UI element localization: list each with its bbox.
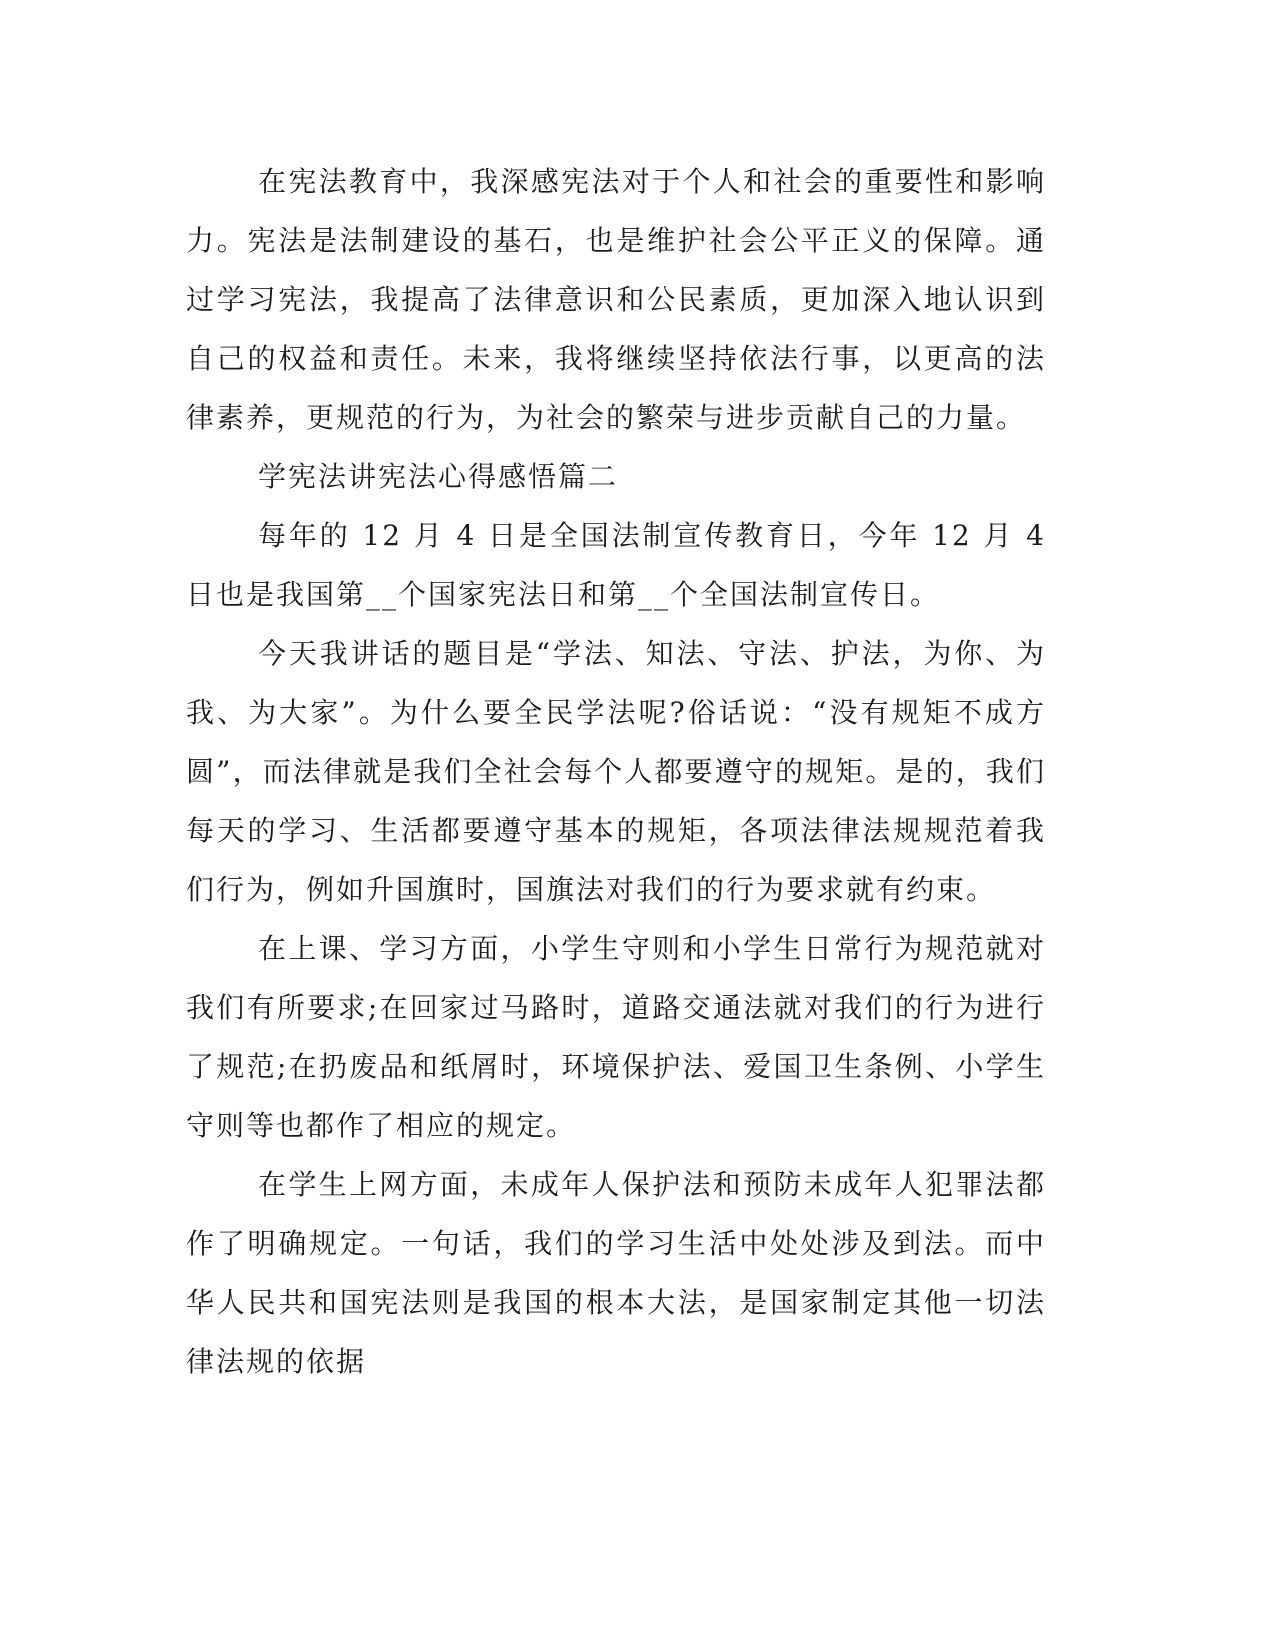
paragraph-legal-day: 每年的 12 月 4 日是全国法制宣传教育日，今年 12 月 4 日也是我国第__个国家宪法日和第__个全国法制宣传日。 (186, 519, 1046, 611)
document-body (186, 152, 1046, 1391)
section-heading: 学宪法讲宪法心得感悟篇二 (258, 460, 619, 493)
paragraph-school-rules: 在上课、学习方面，小学生守则和小学生日常行为规范就对我们有所要求;在回家过马路时，道路交通法就对我们的行为进行了规范;在扔废品和纸屑时，环境保护法、爱国卫生条例、小学生守则等也都作了相应的规定。 (186, 932, 1046, 1142)
paragraph-internet-laws: 在学生上网方面，未成年人保护法和预防未成年人犯罪法都作了明确规定。一句话，我们的学习生活中处处涉及到法。而中华人民共和国宪法则是我国的根本大法，是国家制定其他一切法律法规的依据 (186, 1168, 1046, 1378)
paragraph-constitution-education: 在宪法教育中，我深感宪法对于个人和社会的重要性和影响力。宪法是法制建设的基石，也是维护社会公平正义的保障。通过学习宪法，我提高了法律意识和公民素质，更加深入地认识到自己的权益和责任。未来，我将继续坚持依法行事，以更高的法律素养，更规范的行为，为社会的繁荣与进步贡献自己的力量。 (186, 165, 1046, 434)
paragraph-speech-topic: 今天我讲话的题目是“学法、知法、守法、护法，为你、为我、为大家”。为什么要全民学法呢?俗话说：“没有规矩不成方圆”，而法律就是我们全社会每个人都要遵守的规矩。是的，我们每天的学习、生活都要遵守基本的规矩，各项法律法规规范着我们行为，例如升国旗时，国旗法对我们的行为要求就有约束。 (186, 637, 1046, 906)
